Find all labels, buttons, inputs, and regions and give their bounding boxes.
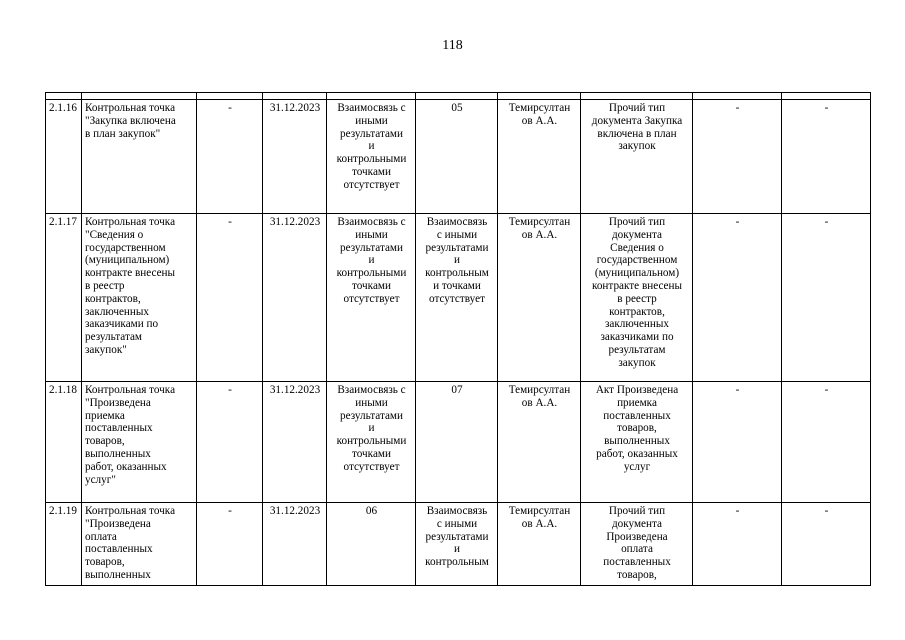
header-cell — [46, 93, 82, 100]
control-point-name: Контрольная точка "Произведена приемка поставленных товаров, выполненных работ, оказанных услуг" — [82, 382, 197, 503]
end-date: 31.12.2023 — [263, 382, 327, 503]
header-cell — [581, 93, 693, 100]
header-cell — [197, 93, 263, 100]
predecessors: 06 — [327, 503, 416, 586]
header-cell — [82, 93, 197, 100]
header-cell — [782, 93, 871, 100]
successors: 05 — [416, 100, 498, 214]
start-date: - — [197, 382, 263, 503]
row-number: 2.1.16 — [46, 100, 82, 214]
extra-column-10: - — [782, 100, 871, 214]
start-date: - — [197, 100, 263, 214]
extra-column-9: - — [693, 503, 782, 586]
successors: Взаимосвязь с иными результатами и контрольным — [416, 503, 498, 586]
header-cell — [327, 93, 416, 100]
row-number: 2.1.18 — [46, 382, 82, 503]
extra-column-9: - — [693, 214, 782, 382]
table-row — [46, 503, 871, 586]
header-cell — [263, 93, 327, 100]
control-point-name: Контрольная точка "Сведения о государственном (муниципальном) контракте внесены в реестр контрактов, заключенных заказчиками по результатам закупок" — [82, 214, 197, 382]
end-date: 31.12.2023 — [263, 214, 327, 382]
header-cell — [416, 93, 498, 100]
control-point-name: Контрольная точка "Закупка включена в план закупок" — [82, 100, 197, 214]
confirming-document: Акт Произведена приемка поставленных товаров, выполненных работ, оказанных услуг — [581, 382, 693, 503]
responsible-person: Темирсултан ов А.А. — [498, 503, 581, 586]
start-date: - — [197, 503, 263, 586]
row-number: 2.1.19 — [46, 503, 82, 586]
extra-column-9: - — [693, 382, 782, 503]
extra-column-10: - — [782, 214, 871, 382]
end-date: 31.12.2023 — [263, 100, 327, 214]
responsible-person: Темирсултан ов А.А. — [498, 100, 581, 214]
table-row — [46, 100, 871, 214]
table-header-strip — [46, 93, 871, 100]
end-date: 31.12.2023 — [263, 503, 327, 586]
predecessors: Взаимосвязь с иными результатами и контрольными точками отсутствует — [327, 382, 416, 503]
successors: Взаимосвязь с иными результатами и контрольным и точками отсутствует — [416, 214, 498, 382]
predecessors: Взаимосвязь с иными результатами и контрольными точками отсутствует — [327, 100, 416, 214]
responsible-person: Темирсултан ов А.А. — [498, 214, 581, 382]
successors: 07 — [416, 382, 498, 503]
confirming-document: Прочий тип документа Сведения о государственном (муниципальном) контракте внесены в реестр контрактов, заключенных заказчиками по результатам закупок — [581, 214, 693, 382]
table-row — [46, 382, 871, 503]
confirming-document: Прочий тип документа Произведена оплата поставленных товаров, — [581, 503, 693, 586]
start-date: - — [197, 214, 263, 382]
extra-column-9: - — [693, 100, 782, 214]
control-points-table — [45, 92, 871, 586]
responsible-person: Темирсултан ов А.А. — [498, 382, 581, 503]
row-number: 2.1.17 — [46, 214, 82, 382]
table-row — [46, 214, 871, 382]
extra-column-10: - — [782, 503, 871, 586]
predecessors: Взаимосвязь с иными результатами и контрольными точками отсутствует — [327, 214, 416, 382]
extra-column-10: - — [782, 382, 871, 503]
header-cell — [498, 93, 581, 100]
confirming-document: Прочий тип документа Закупка включена в план закупок — [581, 100, 693, 214]
header-cell — [693, 93, 782, 100]
control-point-name: Контрольная точка "Произведена оплата поставленных товаров, выполненных — [82, 503, 197, 586]
page-number: 118 — [442, 38, 463, 53]
